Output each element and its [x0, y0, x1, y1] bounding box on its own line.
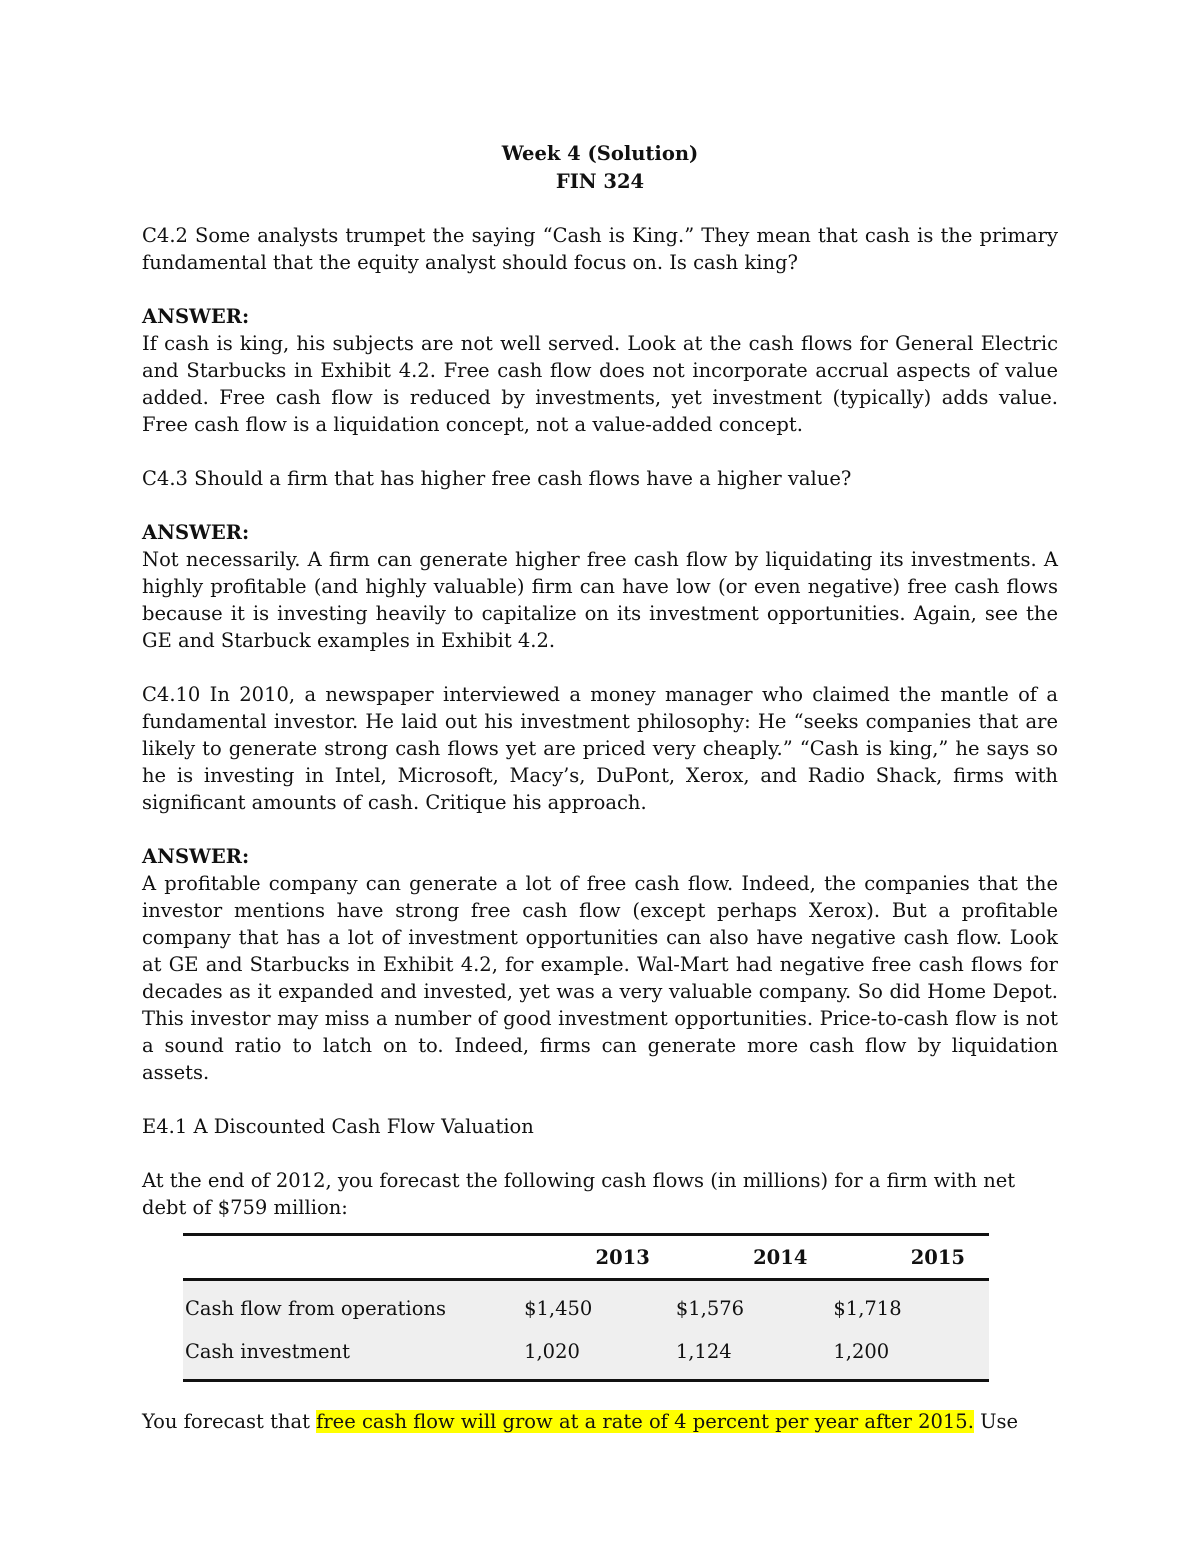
table-header-2015: 2015 [910, 1245, 965, 1269]
table-row [183, 1280, 989, 1331]
forecast-prefix: You forecast that [142, 1410, 317, 1433]
highlighted-text: free cash flow will grow at a rate of 4 percent per year after 2015. [316, 1410, 974, 1433]
table-header-row [183, 1235, 989, 1280]
exercise-e4-1-intro: At the end of 2012, you forecast the following cash flows (in millions) for a firm with net debt of $759 million: [142, 1169, 1016, 1219]
cell-2014: $1,576 [675, 1297, 745, 1320]
exercise-e4-1-title: E4.1 A Discounted Cash Flow Valuation [142, 1115, 534, 1138]
cell-2015: $1,718 [833, 1297, 902, 1320]
cell-2015: 1,200 [833, 1340, 890, 1363]
document-body [142, 140, 1058, 1435]
answer-label: ANSWER: [142, 521, 250, 544]
forecast-suffix: Use [973, 1410, 1019, 1433]
course-code: FIN 324 [555, 170, 645, 193]
answer-c4-3: Not necessarily. A firm can generate higher free cash flow by liquidating its investments. A highly profitable (and highly valuable) firm can have low (or even negative) free cash flows because it is investing heavily to capitalize on its investment opportunities. Again, see the GE and Starbuck examples in Exhibit 4.2. [142, 548, 1058, 652]
forecast-sentence [142, 1408, 1058, 1435]
question-c4-10: C4.10 In 2010, a newspaper interviewed a money manager who claimed the mantle of a fundamental investor. He laid out his investment philosophy: He “seeks companies that are likely to generate strong cash flows yet are priced very cheaply.” “Cash is king,” he says so he is investing in Intel, Microsoft, Macy’s, DuPont, Xerox, and Radio Shack, firms with significant amounts of cash. Critique his approach. [142, 683, 1058, 814]
cash-flow-table [183, 1233, 989, 1382]
row-label: Cash investment [185, 1340, 350, 1363]
table-header-2014: 2014 [753, 1245, 808, 1269]
table-header-blank [183, 1235, 522, 1280]
answer-c4-2: If cash is king, his subjects are not well served. Look at the cash flows for General Electric and Starbucks in Exhibit 4.2. Free cash flow does not incorporate accrual aspects of value added. Free cash flow is reduced by investments, yet investment (typically) adds value. Free cash flow is a liquidation concept, not a value-added concept. [142, 332, 1058, 436]
answer-label: ANSWER: [142, 845, 250, 868]
question-c4-3: C4.3 Should a firm that has higher free cash flows have a higher value? [142, 467, 852, 490]
table-row [183, 1330, 989, 1381]
cell-2014: 1,124 [675, 1340, 732, 1363]
answer-c4-10: A profitable company can generate a lot of free cash flow. Indeed, the companies that the investor mentions have strong free cash flow (except perhaps Xerox). But a profitable company that has a lot of investment opportunities can also have negative cash flow. Look at GE and Starbucks in Exhibit 4.2, for example. Wal-Mart had negative free cash flows for decades as it expanded and invested, yet was a very valuable company. So did Home Depot. This investor may miss a number of good investment opportunities. Price-to-cash flow is not a sound ratio to latch on to. Indeed, firms can generate more cash flow by liquidation assets. [142, 872, 1058, 1084]
question-c4-2: C4.2 Some analysts trumpet the saying “Cash is King.” They mean that cash is the primary fundamental that the equity analyst should focus on. Is cash king? [142, 224, 1058, 274]
page-title: Week 4 (Solution) [501, 142, 699, 165]
answer-label: ANSWER: [142, 305, 250, 328]
cell-2013: $1,450 [524, 1297, 593, 1320]
row-label: Cash flow from operations [185, 1297, 447, 1320]
cell-2013: 1,020 [524, 1340, 580, 1363]
cash-flow-table-wrapper [183, 1233, 989, 1382]
table-header-2013: 2013 [595, 1245, 650, 1269]
